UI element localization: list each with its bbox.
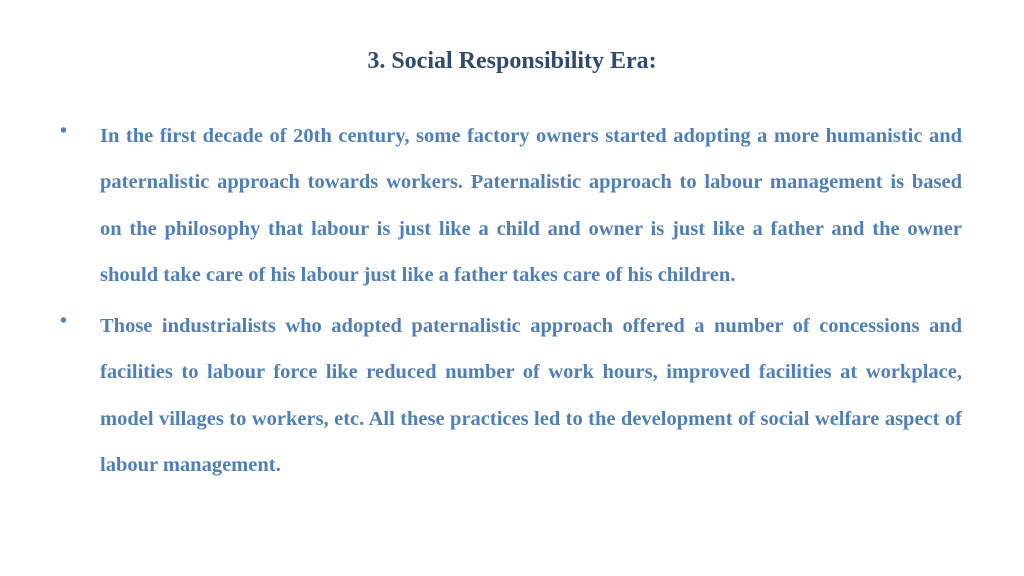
bullet-icon: • bbox=[60, 310, 68, 333]
slide-title: 3. Social Responsibility Era: bbox=[367, 48, 657, 75]
bullet-text: In the first decade of 20th century, some factory owners started adopting a more humanistic and paternalistic approach towards workers. Paternalistic approach to labour management is based on the philosophy that labour is just like a child and owner is just like a father and the owner should take care of his labour just like a father takes care of his children. bbox=[100, 125, 962, 286]
bullet-list bbox=[60, 113, 962, 493]
bullet-text: Those industrialists who adopted paternalistic approach offered a number of concessions and facilities to labour force like reduced number of work hours, improved facilities at workplace, model villages to workers, etc. All these practices led to the development of social welfare aspect of labour management. bbox=[100, 315, 962, 477]
bullet-item bbox=[60, 303, 962, 488]
bullet-item bbox=[60, 113, 962, 298]
bullet-icon: • bbox=[60, 120, 68, 142]
